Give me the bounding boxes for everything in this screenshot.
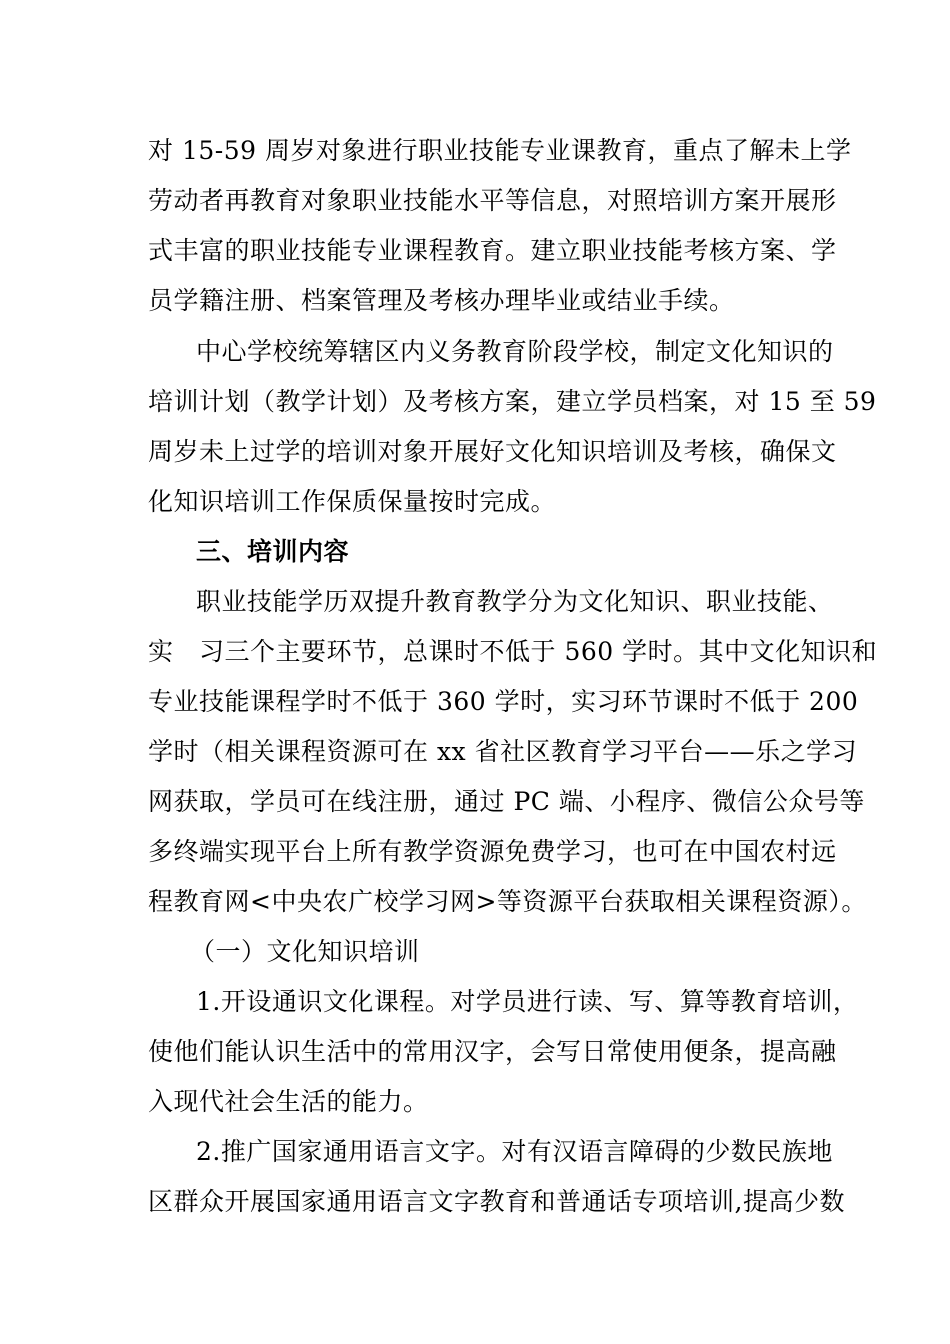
- paragraph-line: 中心学校统筹辖区内义务教育阶段学校，制定文化知识的: [196, 337, 834, 366]
- paragraph-line: 2.推广国家通用语言文字。对有汉语言障碍的少数民族地: [196, 1137, 833, 1166]
- paragraph-line: 实 习三个主要环节，总课时不低于 560 学时。其中文化知识和: [148, 637, 878, 666]
- paragraph-line: 网获取，学员可在线注册，通过 PC 端、小程序、微信公众号等: [148, 787, 865, 816]
- section-heading: 三、培训内容: [196, 537, 350, 566]
- paragraph-line: 化知识培训工作保质保量按时完成。: [148, 487, 557, 516]
- subsection-heading: （一）文化知识培训: [190, 937, 420, 966]
- paragraph-line: 员学籍注册、档案管理及考核办理毕业或结业手续。: [148, 286, 735, 315]
- paragraph-line: 1.开设通识文化课程。对学员进行读、写、算等教育培训，: [196, 987, 859, 1016]
- paragraph-line: 多终端实现平台上所有教学资源免费学习，也可在中国农村远: [148, 837, 837, 866]
- paragraph-line: 入现代社会生活的能力。: [148, 1087, 429, 1116]
- paragraph-line: 程教育网<中央农广校学习网>等资源平台获取相关课程资源）。: [148, 887, 867, 916]
- paragraph-line: 使他们能认识生活中的常用汉字，会写日常使用便条，提高融: [148, 1037, 837, 1066]
- paragraph-line: 培训计划（教学计划）及考核方案，建立学员档案，对 15 至 59: [148, 387, 877, 416]
- paragraph-line: 职业技能学历双提升教育教学分为文化知识、职业技能、: [196, 587, 834, 616]
- paragraph-line: 区群众开展国家通用语言文字教育和普通话专项培训,提高少数: [148, 1187, 845, 1216]
- paragraph-line: 劳动者再教育对象职业技能水平等信息，对照培训方案开展形: [148, 186, 837, 215]
- paragraph-line: 对 15-59 周岁对象进行职业技能专业课教育，重点了解未上学: [148, 136, 852, 165]
- paragraph-line: 学时（相关课程资源可在 xx 省社区教育学习平台——乐之学习: [148, 737, 858, 766]
- paragraph-line: 专业技能课程学时不低于 360 学时，实习环节课时不低于 200: [148, 687, 859, 716]
- paragraph-line: 周岁未上过学的培训对象开展好文化知识培训及考核，确保文: [148, 437, 837, 466]
- paragraph-line: 式丰富的职业技能专业课程教育。建立职业技能考核方案、学: [148, 236, 837, 265]
